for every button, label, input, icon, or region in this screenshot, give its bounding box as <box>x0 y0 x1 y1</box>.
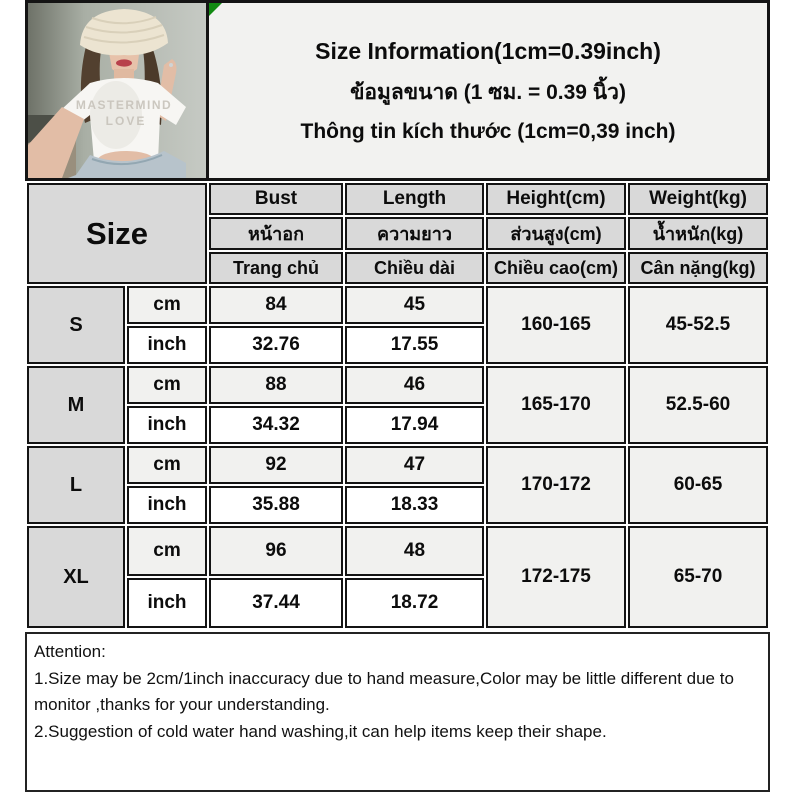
attention-note-1: 1.Size may be 2cm/1inch inaccuracy due to hand measure,Color may be little different due to monitor ,thanks for your understanding. <box>34 668 739 715</box>
header-row-english <box>27 183 768 215</box>
attention-title: Attention: <box>34 642 106 661</box>
xl-height: 172-175 <box>486 526 626 628</box>
unit-cm: cm <box>127 526 207 576</box>
size-header-cell: Size <box>27 183 207 284</box>
unit-cm: cm <box>127 286 207 324</box>
table-row-s-cm <box>27 286 768 324</box>
s-bust-inch: 32.76 <box>209 326 343 364</box>
product-model-photo <box>28 3 209 178</box>
l-length-cm: 47 <box>345 446 484 484</box>
col-header-height-th: ส่วนสูง(cm) <box>486 217 626 250</box>
model-illustration <box>28 3 206 178</box>
s-length-cm: 45 <box>345 286 484 324</box>
ring <box>169 63 173 67</box>
col-header-bust-th: หน้าอก <box>209 217 343 250</box>
s-height: 160-165 <box>486 286 626 364</box>
xl-bust-cm: 96 <box>209 526 343 576</box>
title-area <box>209 3 767 178</box>
xl-weight: 65-70 <box>628 526 768 628</box>
size-chart-content <box>25 0 770 792</box>
shirt-text-line1: MASTERMIND <box>75 98 173 112</box>
l-bust-cm: 92 <box>209 446 343 484</box>
table-row-l-cm <box>27 446 768 484</box>
unit-cm: cm <box>127 446 207 484</box>
xl-length-cm: 48 <box>345 526 484 576</box>
m-bust-inch: 34.32 <box>209 406 343 444</box>
m-height: 165-170 <box>486 366 626 444</box>
title-vietnamese: Thông tin kích thước (1cm=0,39 inch) <box>300 119 676 143</box>
m-bust-cm: 88 <box>209 366 343 404</box>
title-thai: ข้อมูลขนาด (1 ซม. = 0.39 นิ้ว) <box>350 80 626 104</box>
green-corner-marker <box>209 3 222 16</box>
unit-inch: inch <box>127 486 207 524</box>
unit-inch: inch <box>127 326 207 364</box>
unit-inch: inch <box>127 578 207 628</box>
m-length-inch: 17.94 <box>345 406 484 444</box>
attention-box <box>25 632 770 792</box>
l-length-inch: 18.33 <box>345 486 484 524</box>
header-section <box>25 0 770 181</box>
size-label-l: L <box>27 446 125 524</box>
xl-length-inch: 18.72 <box>345 578 484 628</box>
col-header-length-vi: Chiều dài <box>345 252 484 284</box>
lips <box>116 59 132 66</box>
col-header-height-vi: Chiều cao(cm) <box>486 252 626 284</box>
size-label-xl: XL <box>27 526 125 628</box>
col-header-length-th: ความยาว <box>345 217 484 250</box>
m-length-cm: 46 <box>345 366 484 404</box>
size-label-s: S <box>27 286 125 364</box>
col-header-weight-th: น้ำหนัก(kg) <box>628 217 768 250</box>
col-header-weight-vi: Cân nặng(kg) <box>628 252 768 284</box>
col-header-bust-en: Bust <box>209 183 343 215</box>
unit-cm: cm <box>127 366 207 404</box>
table-row-xl-cm <box>27 526 768 576</box>
table-row-m-cm <box>27 366 768 404</box>
s-weight: 45-52.5 <box>628 286 768 364</box>
s-length-inch: 17.55 <box>345 326 484 364</box>
attention-note-2: 2.Suggestion of cold water hand washing,it can help items keep their shape. <box>34 721 607 741</box>
l-bust-inch: 35.88 <box>209 486 343 524</box>
col-header-length-en: Length <box>345 183 484 215</box>
l-height: 170-172 <box>486 446 626 524</box>
size-label-m: M <box>27 366 125 444</box>
unit-inch: inch <box>127 406 207 444</box>
xl-bust-inch: 37.44 <box>209 578 343 628</box>
m-weight: 52.5-60 <box>628 366 768 444</box>
shirt-text-line2: LOVE <box>105 114 147 128</box>
col-header-weight-en: Weight(kg) <box>628 183 768 215</box>
size-table <box>25 181 770 630</box>
col-header-bust-vi: Trang chủ <box>209 252 343 284</box>
s-bust-cm: 84 <box>209 286 343 324</box>
l-weight: 60-65 <box>628 446 768 524</box>
title-english: Size Information(1cm=0.39inch) <box>315 37 661 64</box>
col-header-height-en: Height(cm) <box>486 183 626 215</box>
